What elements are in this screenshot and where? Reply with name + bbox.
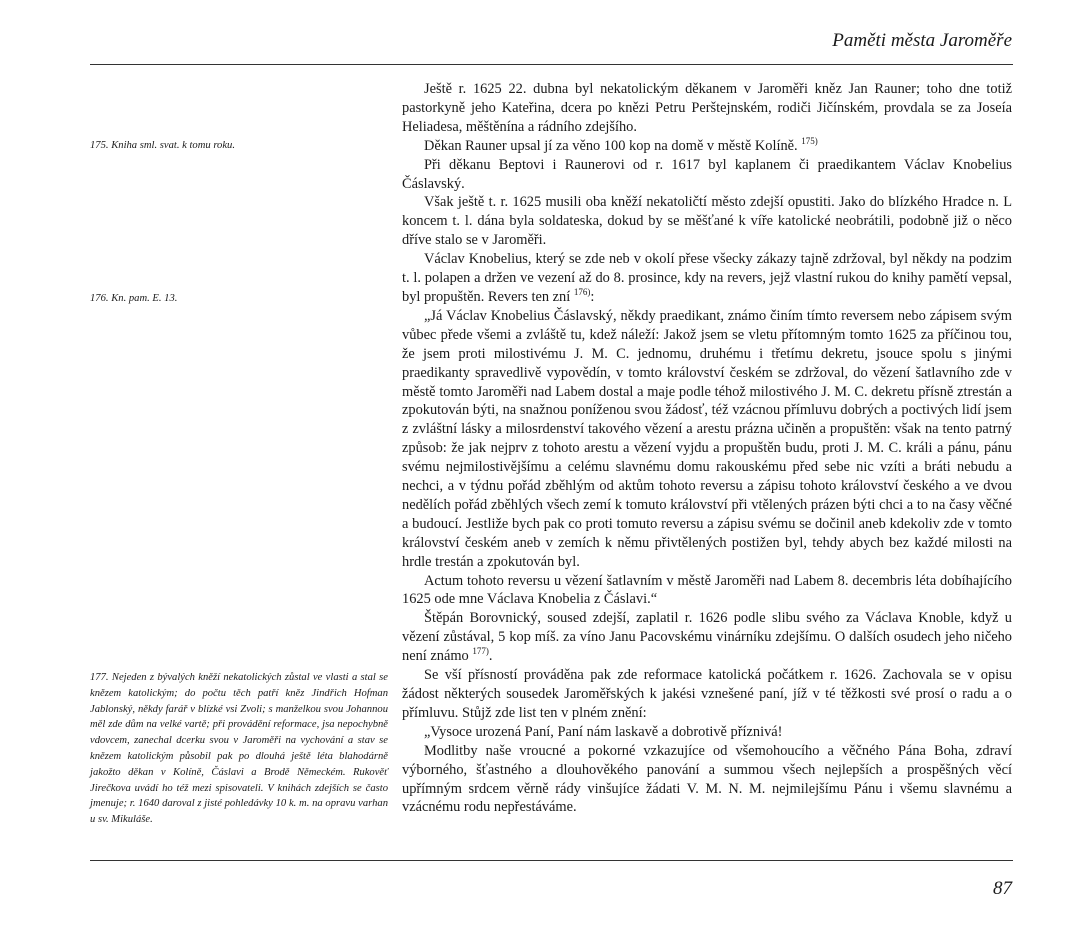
paragraph — [402, 137, 1012, 156]
header-rule — [90, 64, 1013, 65]
running-title: Paměti města Jaroměře — [832, 30, 1012, 51]
paragraph: Se vší přísností prováděna pak zde reformace katolická počátkem r. 1626. Zachovala se v opisu žádost některých sousedek Jaroměřských k jakési vznešené paní, jíž v té těžkosti své prosí o radu a o přímluvu. Stůjž zde list ten v plném znění: — [402, 667, 1012, 721]
punctuation: . — [488, 648, 493, 665]
punctuation: : — [590, 288, 595, 305]
footnote-text: Kniha sml. svat. k tomu roku. — [111, 140, 235, 151]
footnote-number: 177. — [90, 672, 109, 683]
footnote-177 — [90, 670, 388, 828]
footnote-number: 175. — [90, 140, 109, 151]
main-text — [402, 80, 1012, 817]
paragraph: Ještě r. 1625 22. dubna byl nekatolickým děkanem v Jaroměři kněz Jan Rauner; toho dne totiž pastorkyně jeho Kateřina, dcera po knězi Petru Perštejnském, rodiči Jičínském, provdala se za Joseía Heliadesa, měštěnína a rádního zdejšího. — [402, 81, 1012, 135]
paragraph: Však ještě t. r. 1625 musili oba kněží nekatoličtí město zdejší opustiti. Jako do blízkého Hradce n. L koncem t. l. dána byla soldateska, dokud by se měšťané k víře katolické neobrátili, podobně již o něco dříve stalo se v Jaroměři. — [402, 194, 1012, 249]
footnote-176 — [90, 291, 388, 307]
footnote-ref-175: 175) — [801, 135, 818, 146]
footnote-text: Kn. pam. E. 13. — [111, 293, 178, 304]
paragraph-text: Štěpán Borovnický, soused zdejší, zaplatil r. 1626 podle slibu svého za Václava Knoble, když u vězení zůstával, 5 kop míš. za víno Janu Pacovskému vinárníku zdejšímu. O dalších osudech jeho ničeho není známo — [402, 610, 1012, 665]
paragraph: Modlitby naše vroucné a pokorné vzkazujíce od všemohoucího a věčného Pána Boha, zdraví výborného, šťastného a dlouhověkého panování a summou všech nejlepších a prospěšných věcí upřímným srdcem věrně rády vinšujíce žádati V. M. N. M. nejmilejšímu Pánu i všemu slavnému a vzácnému rodu nepřestáváme. — [402, 742, 1012, 816]
paragraph: Při děkanu Beptovi i Raunerovi od r. 1617 byl kaplanem či praedikantem Václav Knobelius Čáslavský. — [402, 156, 1012, 192]
footer-rule — [90, 860, 1013, 861]
paragraph: „Vysoce urozená Paní, Paní nám laskavě a dobrotivě příznivá! — [424, 723, 783, 740]
page-number: 87 — [993, 878, 1012, 899]
footnote-175 — [90, 138, 388, 154]
footnote-text: Nejeden z bývalých kněží nekatolických zůstal ve vlasti a stal se knězem katolickým; do počtu těch patří kněz Jindřich Hofman Jablonský, někdy farář v blízké vsi Zvoli; s manželkou svou Johannou měl zde dům na velké vartě; při provádění reformace, jsa nepochybně vdovcem, zanechal dcerku svou v Jaroměři na vychování a stav se knězem katolickým působil pak po dlouhá ještě léta blahodárně jakožto děkan v Kolíně, Čáslavi a Brodě Německém. Rukověť Jirečkova uvádí ho též mezi spisovateli. V knihách zdejších se často jmenuje; r. 1640 daroval z jisté pohledávky 10 k. m. na opravu varhan u sv. Mikuláše. — [90, 672, 388, 826]
paragraph-text: Václav Knobelius, který se zde neb v okolí přese všecky zákazy tajně zdržoval, byl někdy na podzim t. l. polapen a držen ve vezení až do 8. prosince, kdy na revers, jejž vlastní rukou do knihy pamětí vepsal, byl propuštěn. Revers ten zní — [402, 251, 1012, 305]
paragraph — [402, 250, 1012, 307]
paragraph: Actum tohoto reversu u vězení šatlavním v městě Jaroměři nad Labem 8. decembris léta dobíhajícího 1625 ode mne Václava Knobelia z Čáslavi.“ — [402, 572, 1012, 608]
paragraph — [402, 609, 1012, 666]
paragraph: „Já Václav Knobelius Čáslavský, někdy praedikant, známo činím tímto reversem nebo zápisem svým vůbec přede všemi a zvláště tu, kdež náleží: Jakož jsem se vletu přítomným tomto 1625 za příčinou tou, že jsem proti milostivému J. M. C. jednomu, druhému i třetímu dekretu, jsouce spolu s jinými praedikanty spravedlivě vypovědín, v tomto království českém se zdržoval, do vězení šatlavního zde v městě tomto Jaroměři nad Labem dostal a maje podle téhož milostivého J. M. C. dekretu přísně ztrestán a zpokutován býti, na snažnou poníženou svou žádosť, též vzácnou přímluvu dobrých a poctivých lidí jsem z zvláštní lásky a milosrdenství takového vězení a arestu prázna učiněn a propuštěn: však na tento patrný způsob: že jak nejprv z tohoto arestu a vězení vyjdu a propuštěn budu, proti J. M. C. králi a pánu, pánu svému nejmilostivějšímu a celému slavnému domu rakouskému před sebe nic vzíti a bráti nebudu a nechci, a v týdnu pořád zběhlým od aktům tohoto reversu a zápisu tohoto království českého a ve dvou nedělích pořád zběhlých všech zemí k tomuto království při vtělených prázen býti chci a to na časy věčné a budoucí. Jestliže bych pak co proti tomuto reversu a zápisu svému se dočinil aneb kdekoliv zde v tomto království českém aneb v zemích k němu přivtělených postižen byl, tehdy abych bez každé milosti na hrdle trestán a zpokutován byl. — [402, 307, 1012, 570]
footnote-ref-177: 177) — [472, 646, 489, 657]
footnote-number: 176. — [90, 293, 109, 304]
paragraph-text: Děkan Rauner upsal jí za věno 100 kop na domě v městě Kolíně. — [424, 137, 798, 154]
footnote-ref-176: 176) — [573, 287, 591, 298]
